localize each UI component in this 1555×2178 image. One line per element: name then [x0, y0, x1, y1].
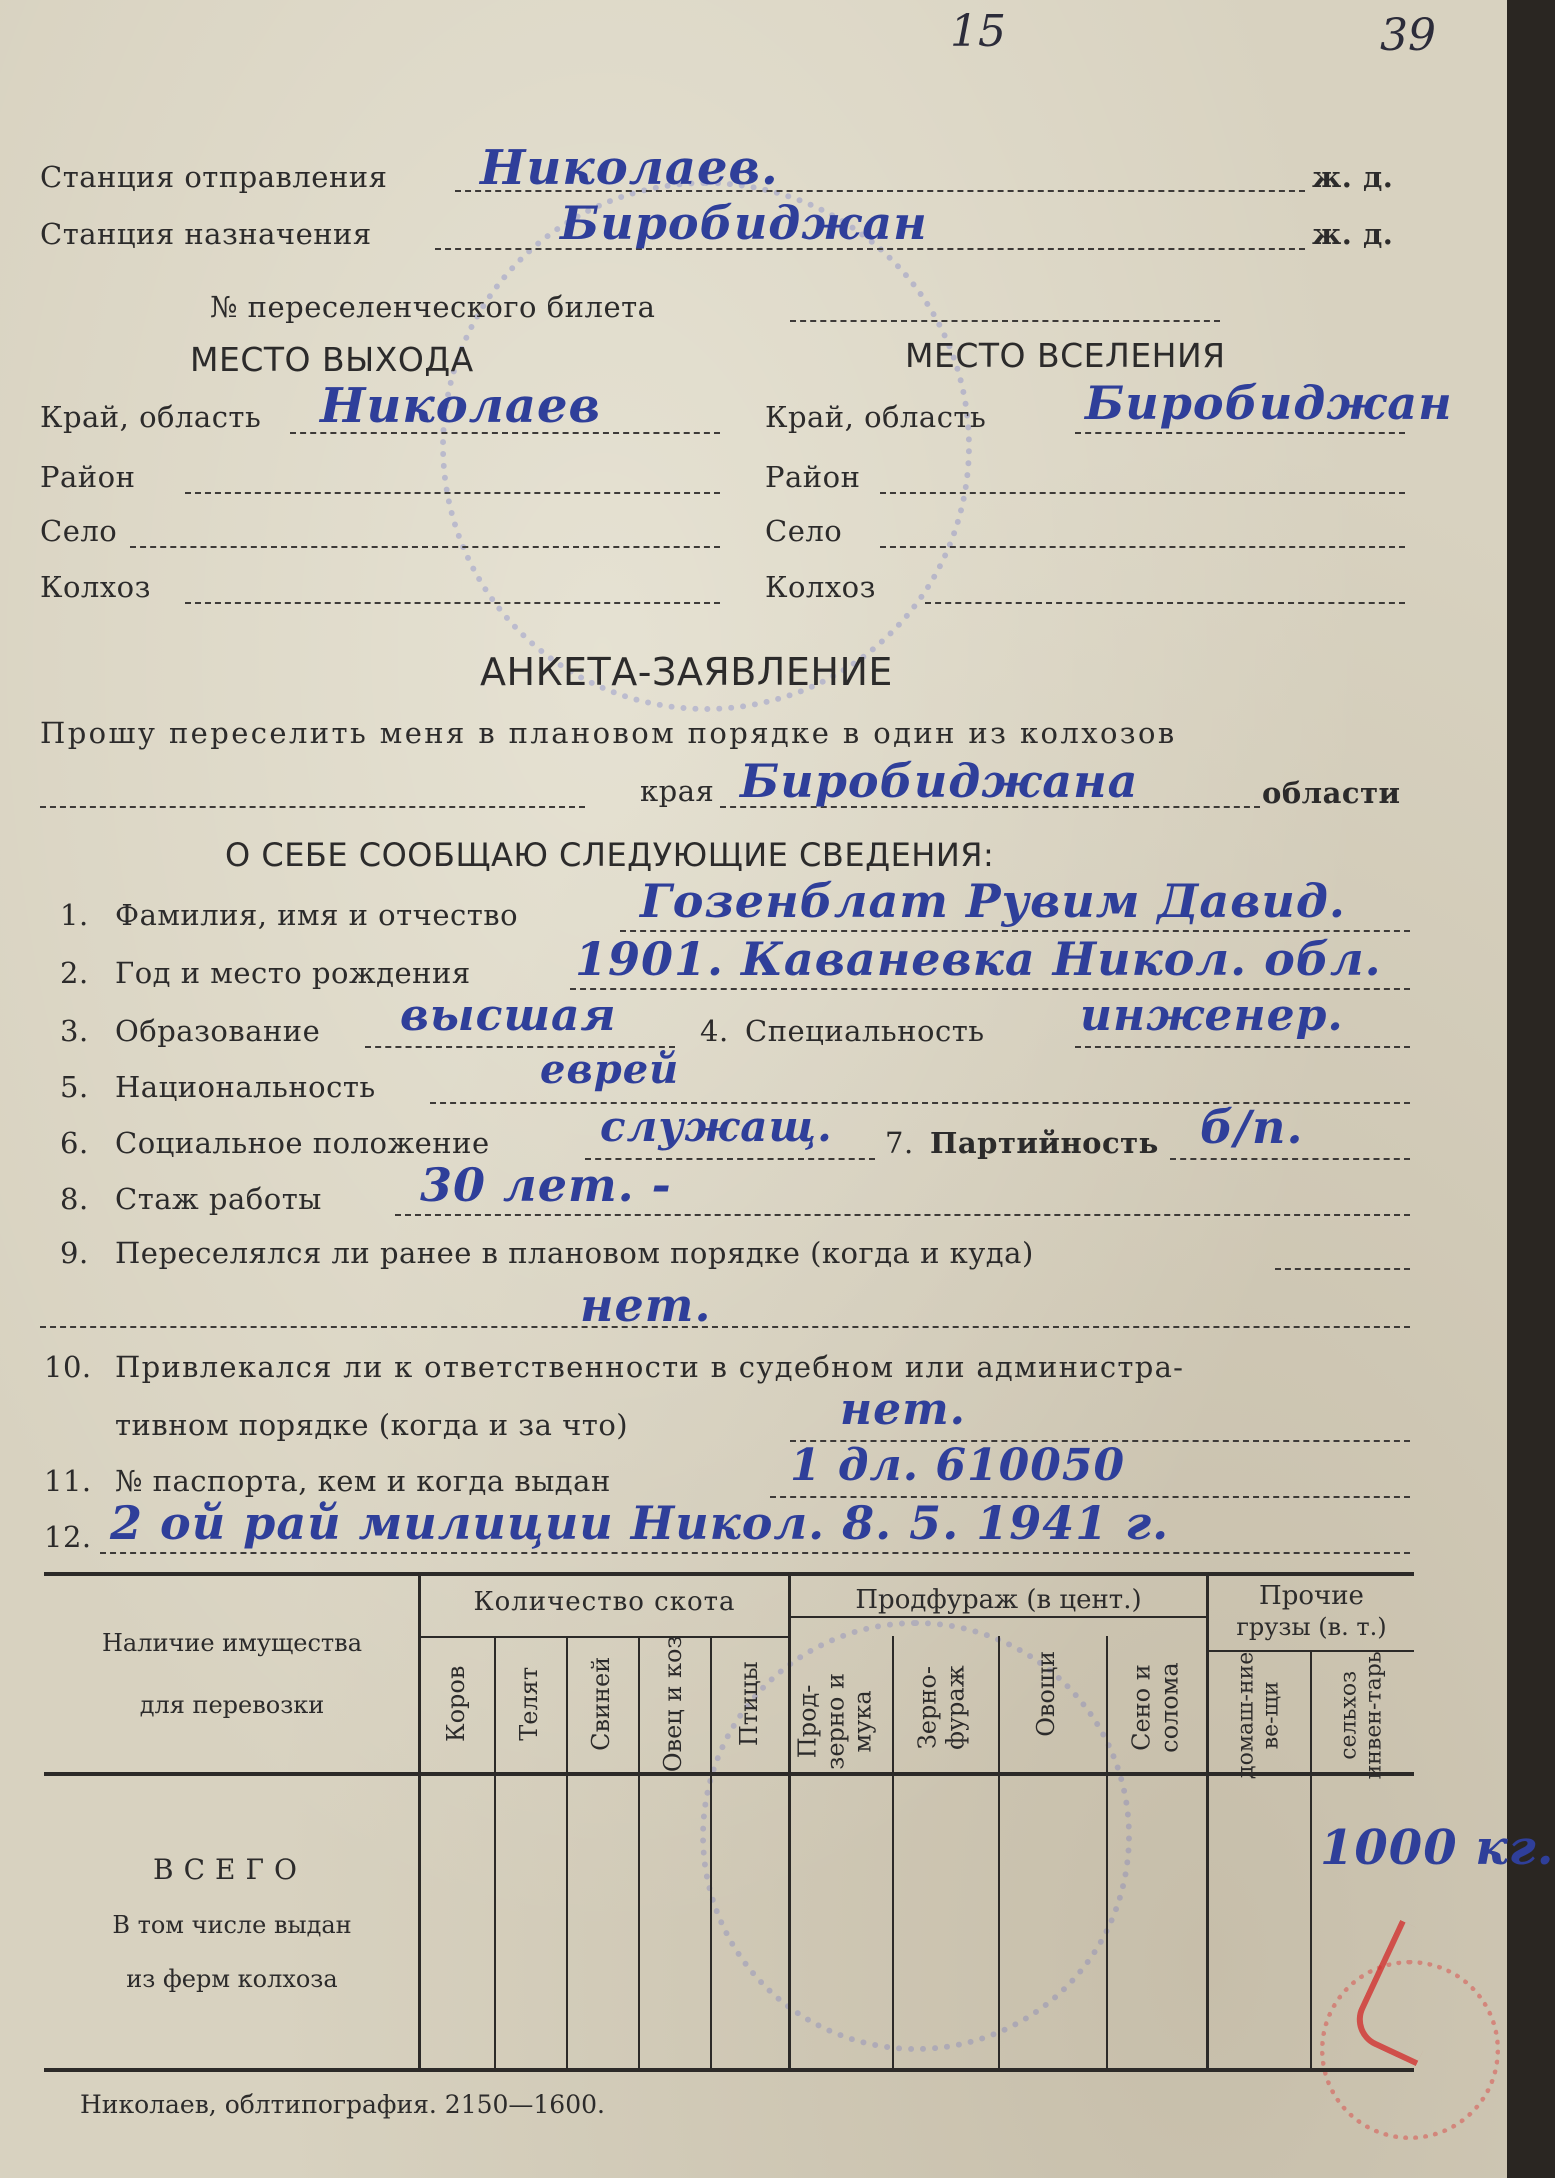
q11-value: 1 дл. 610050 [790, 1440, 1126, 1491]
q10-num: 10. [44, 1350, 92, 1384]
q8-num: 8. [60, 1182, 89, 1216]
form-title: АНКЕТА-ЗАЯВЛЕНИЕ [480, 650, 893, 694]
origin-kolkhoz-line [185, 602, 720, 604]
col-sep [1310, 1650, 1312, 2068]
origin-village-line [130, 546, 720, 548]
col-sep [710, 1636, 712, 2068]
row-total-other-value: 1000 кг. [1320, 1820, 1555, 1876]
q6-value: служащ. [600, 1102, 833, 1151]
q8-line [395, 1214, 1410, 1216]
q4-value: инженер. [1080, 990, 1344, 1041]
q9-label: Переселялся ли ранее в плановом порядке (когда и куда) [115, 1236, 1034, 1270]
q7-value: б/п. [1200, 1100, 1304, 1154]
col-poultry: Птицы [735, 1661, 764, 1747]
col-sep [1106, 1636, 1108, 2068]
request-kray-label: края [640, 774, 715, 808]
q12-line [100, 1552, 1410, 1554]
printer-footer: Николаев, облтипография. 2150—1600. [80, 2090, 605, 2119]
col-calves: Телят [515, 1666, 544, 1741]
fodder-header: Продфураж (в цент.) [855, 1585, 1142, 1615]
col-sheep: Овец и коз [659, 1635, 688, 1773]
col-grain-flour: Прод-зерно и мука [793, 1673, 877, 1770]
departure-value: Николаев. [480, 140, 779, 196]
q2-label: Год и место рождения [115, 956, 471, 990]
q5-num: 5. [60, 1070, 89, 1104]
q3-num: 3. [60, 1014, 89, 1048]
settlement-kolkhoz-line [925, 602, 1405, 604]
other-header-1: Прочие [1259, 1581, 1364, 1611]
q4-num: 4. [700, 1014, 729, 1048]
origin-title: МЕСТО ВЫХОДА [190, 340, 474, 379]
request-oblast-label: области [1262, 776, 1401, 810]
col-pigs: Свиней [587, 1656, 616, 1751]
destination-value: Биробиджан [560, 196, 928, 250]
q6-label: Социальное положение [115, 1126, 490, 1160]
q2-value: 1901. Каваневка Никол. обл. [575, 932, 1382, 986]
col-household: домаш-ние ве-щи [1233, 1651, 1284, 1779]
q12-value: 2 ой рай милиции Никол. 8. 5. 1941 г. [110, 1496, 1170, 1550]
col-sep [998, 1636, 1000, 2068]
q1-value: Гозенблат Рувим Давид. [640, 874, 1346, 928]
destination-label: Станция назначения [40, 217, 372, 251]
about-heading: О СЕБЕ СООБЩАЮ СЛЕДУЮЩИЕ СВЕДЕНИЯ: [225, 836, 995, 874]
origin-district-line [185, 492, 720, 494]
col-vegetables: Овощи [1032, 1650, 1061, 1737]
row-incl-label-1: В том числе выдан [112, 1911, 352, 1939]
settlement-district-line [880, 492, 1405, 494]
corner-number-right: 39 [1380, 10, 1436, 61]
q6-num: 6. [60, 1126, 89, 1160]
origin-region-value: Николаев [320, 378, 602, 434]
q9-line-2 [40, 1326, 1410, 1328]
ink-stamp [440, 180, 972, 712]
settlement-village-label: Село [765, 514, 843, 548]
departure-label: Станция отправления [40, 160, 388, 194]
row-total-label: ВСЕГО [153, 1853, 307, 1886]
origin-district-label: Район [40, 460, 136, 494]
settlement-region-value: Биробиджан [1085, 376, 1453, 430]
row-incl-label-2: из ферм колхоза [126, 1965, 338, 1993]
q5-value: еврей [540, 1046, 680, 1093]
q10-label: Привлекался ли к ответственности в судебном или администра- [115, 1350, 1185, 1384]
q9-num: 9. [60, 1236, 89, 1270]
request-kray-value: Биробиджана [740, 754, 1139, 808]
col-farm-tools: сельхоз инвен-тарь [1336, 1651, 1387, 1780]
q10-value: нет. [840, 1384, 966, 1435]
col-cows: Коров [442, 1665, 471, 1742]
settlement-kolkhoz-label: Колхоз [765, 570, 876, 604]
q8-label: Стаж работы [115, 1182, 322, 1216]
q7-num: 7. [885, 1126, 914, 1160]
settlement-title: МЕСТО ВСЕЛЕНИЯ [905, 336, 1226, 375]
q11-num: 11. [44, 1464, 92, 1498]
ticket-label: № переселенческого билета [210, 290, 656, 324]
col-sep [892, 1636, 894, 2068]
q12-num: 12. [44, 1520, 92, 1554]
q1-num: 1. [60, 898, 89, 932]
livestock-header: Количество скота [473, 1587, 736, 1617]
table-bottom-border [44, 2068, 1414, 2072]
request-line: Прошу переселить меня в плановом порядке в один из колхозов [40, 716, 1177, 750]
other-header-2: грузы (в. т.) [1236, 1613, 1387, 1641]
col-sep [418, 1576, 421, 2068]
q1-label: Фамилия, имя и отчество [115, 898, 519, 932]
q4-label: Специальность [745, 1014, 985, 1048]
settlement-region-label: Край, область [765, 400, 987, 434]
destination-rail-suffix: ж. д. [1312, 217, 1394, 251]
table-row-header-1: Наличие имущества [101, 1629, 362, 1657]
q3-value: высшая [400, 990, 617, 1041]
q7-label: Партийность [930, 1126, 1159, 1160]
q8-value: 30 лет. - [420, 1158, 672, 1212]
col-grain-fodder: Зерно-фураж [913, 1665, 969, 1750]
corner-number-left: 15 [950, 6, 1006, 57]
settlement-village-line [880, 546, 1405, 548]
origin-village-label: Село [40, 514, 118, 548]
q5-label: Национальность [115, 1070, 376, 1104]
settlement-region-line [1075, 432, 1405, 434]
settlement-district-label: Район [765, 460, 861, 494]
q9-value: нет. [580, 1278, 712, 1332]
q7-line [1170, 1158, 1410, 1160]
col-hay-straw: Сено и солома [1127, 1662, 1183, 1753]
col-sep [566, 1636, 568, 2068]
q4-line [1075, 1046, 1410, 1048]
q3-label: Образование [115, 1014, 321, 1048]
origin-region-label: Край, область [40, 400, 262, 434]
request-kray-line-left [40, 806, 585, 808]
col-sep [788, 1576, 791, 2068]
q11-label: № паспорта, кем и когда выдан [115, 1464, 611, 1498]
ticket-line [790, 320, 1220, 322]
departure-rail-suffix: ж. д. [1312, 160, 1394, 194]
q9-line [1275, 1268, 1410, 1270]
origin-kolkhoz-label: Колхоз [40, 570, 151, 604]
col-sep [494, 1636, 496, 2068]
table-row-header-2: для перевозки [139, 1691, 325, 1719]
q10-label-2: тивном порядке (когда и за что) [115, 1408, 629, 1442]
q2-num: 2. [60, 956, 89, 990]
col-sep [638, 1636, 640, 2068]
